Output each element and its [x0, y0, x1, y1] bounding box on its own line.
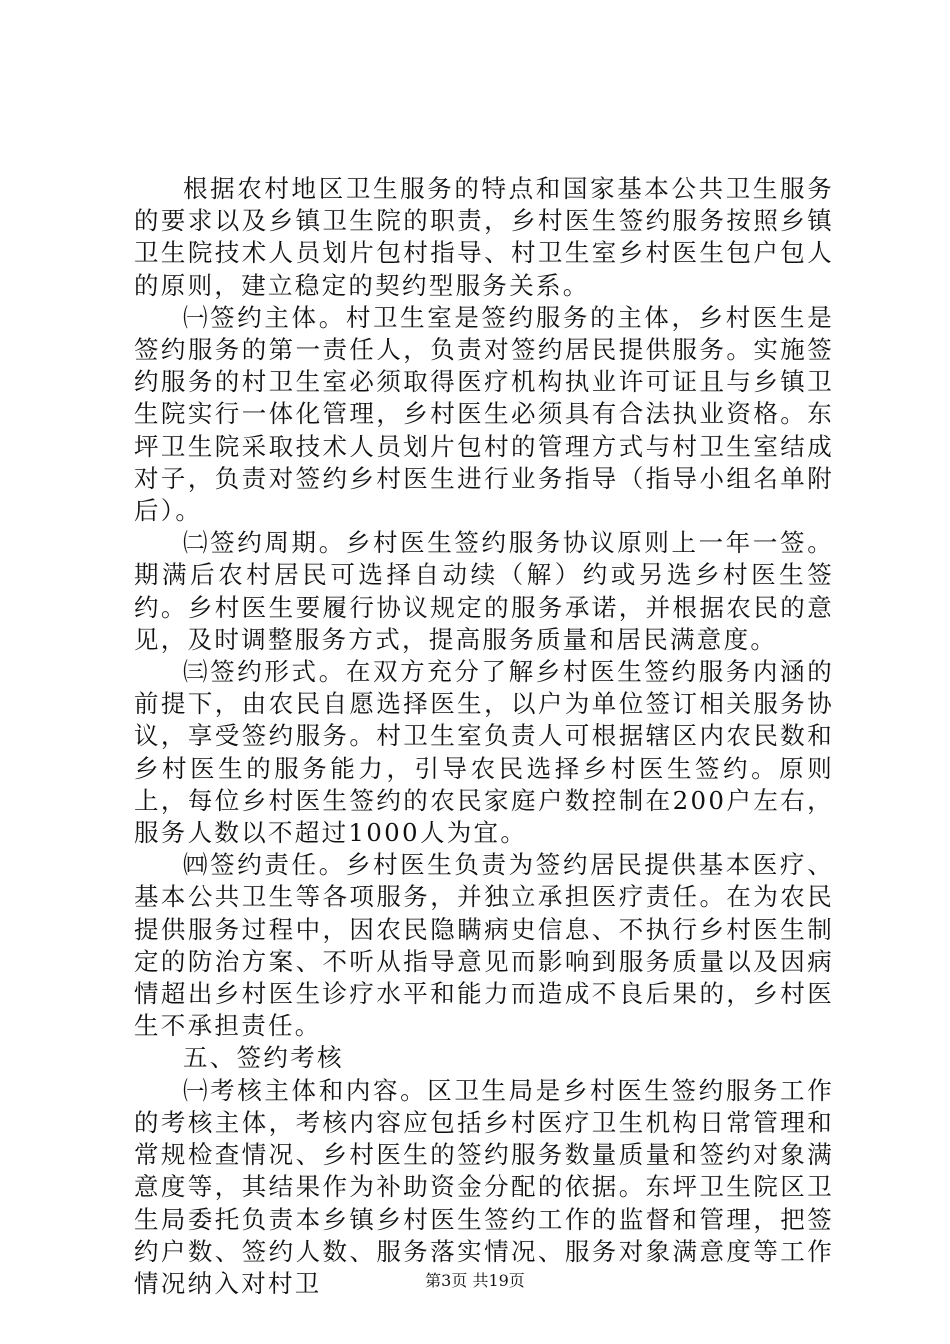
paragraph-intro: 根据农村地区卫生服务的特点和国家基本公共卫生服务的要求以及乡镇卫生院的职责，乡村医生签约服务按照乡镇卫生院技术人员划片包村指导、村卫生室乡村医生包户包人的原则，建立稳定的契约型服务关系。 — [134, 174, 834, 300]
section-heading-assessment: 五、签约考核 — [183, 1043, 344, 1073]
paragraph-assessment-subject: ㈠考核主体和内容。区卫生局是乡村医生签约服务工作的考核主体，考核内容应包括乡村医疗卫生机构日常管理和常规检查情况、乡村医生的签约服务数量质量和签约对象满意度等，其结果作为补助资金分配的依据。东坪卫生院区卫生局委托负责本乡镇乡村医生签约工作的监督和管理，把签约户数、签约人数、服务落实情况、服务对象满意度等工作情况纳入对村卫 — [134, 1075, 834, 1298]
paragraph-signing-subject: ㈠签约主体。村卫生室是签约服务的主体，乡村医生是签约服务的第一责任人，负责对签约居民提供服务。实施签约服务的村卫生室必须取得医疗机构执业许可证且与乡镇卫生院实行一体化管理，乡村医生必须具有合法执业资格。东坪卫生院采取技术人员划片包村的管理方式与村卫生室结成对子，负责对签约乡村医生进行业务指导（指导小组名单附后）。 — [134, 302, 834, 526]
document-body — [134, 173, 834, 1300]
paragraph-signing-form: ㈢签约形式。在双方充分了解乡村医生签约服务内涵的前提下，由农民自愿选择医生，以户为单位签订相关服务协议，享受签约服务。村卫生室负责人可根据辖区内农民数和乡村医生的服务能力，引导农民选择乡村医生签约。原则上，每位乡村医生签约的农民家庭户数控制在200户左右，服务人数以不超过1000人为宜。 — [134, 657, 834, 848]
page-number-footer: 第3页 共19页 — [425, 1271, 525, 1290]
paragraph-signing-responsibility: ㈣签约责任。乡村医生负责为签约居民提供基本医疗、基本公共卫生等各项服务，并独立承担医疗责任。在为农民提供服务过程中，因农民隐瞒病史信息、不执行乡村医生制定的防治方案、不听从指导意见而影响到服务质量以及因病情超出乡村医生诊疗水平和能力而造成不良后果的，乡村医生不承担责任。 — [134, 850, 834, 1041]
paragraph-signing-period: ㈡签约周期。乡村医生签约服务协议原则上一年一签。期满后农村居民可选择自动续（解）约或另选乡村医生签约。乡村医生要履行协议规定的服务承诺，并根据农民的意见，及时调整服务方式，提高服务质量和居民满意度。 — [134, 528, 834, 654]
